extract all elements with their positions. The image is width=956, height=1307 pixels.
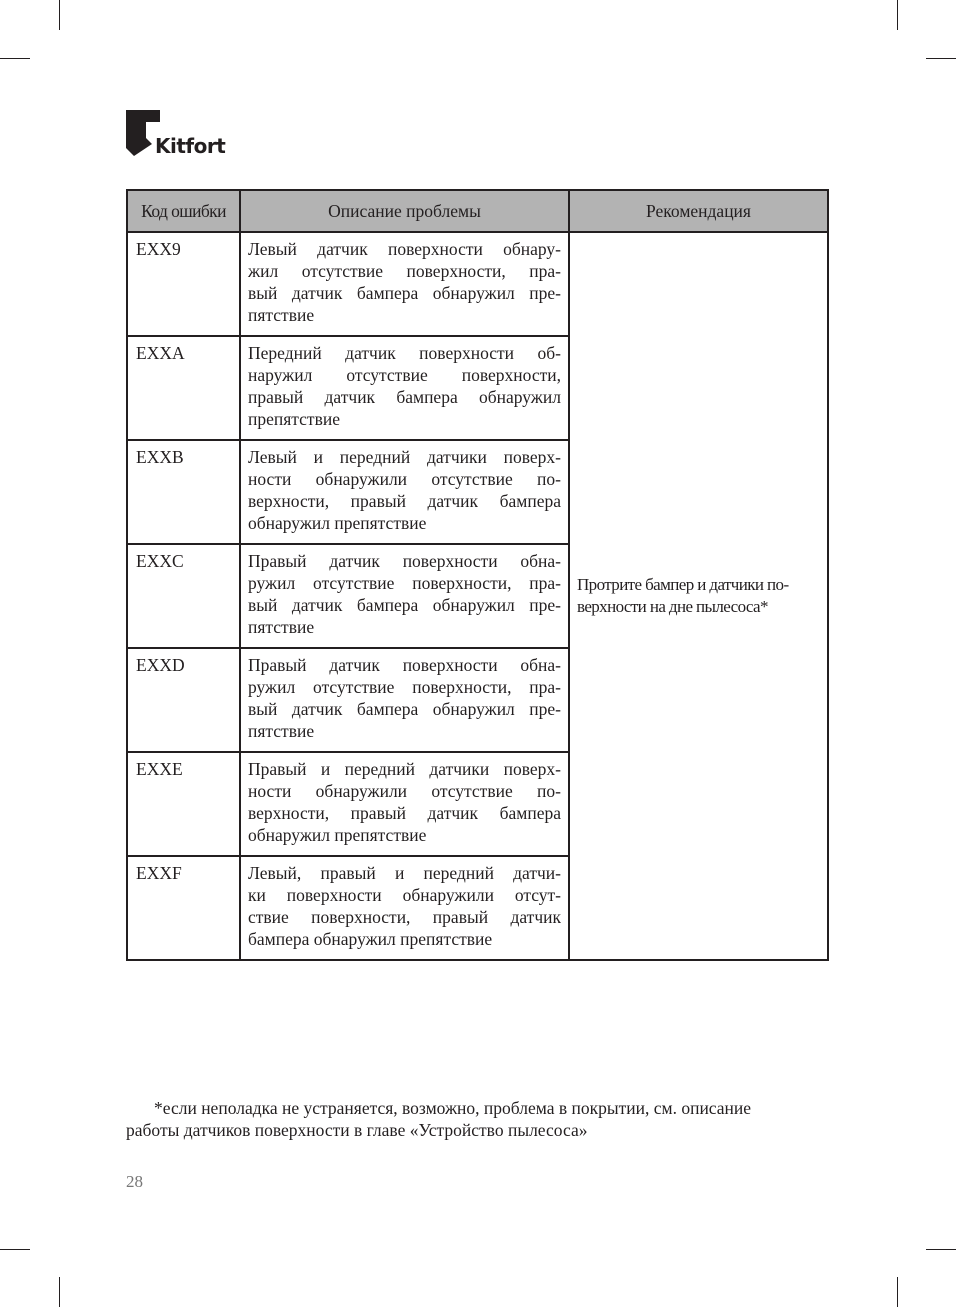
description-line: жил отсутствие поверхности, пра-	[248, 261, 561, 281]
description-line: Правый датчик поверхности обна-	[248, 655, 561, 675]
description-line: пятствие	[248, 305, 315, 325]
problem-description	[240, 232, 569, 336]
logo-text: Kitfort	[155, 134, 226, 158]
footnote-line: работы датчиков поверхности в главе «Устройство пылесоса»	[126, 1120, 588, 1140]
error-code: EXX9	[127, 232, 240, 336]
description-line: Правый датчик поверхности обна-	[248, 551, 561, 571]
error-table	[126, 189, 829, 961]
description-line: пятствие	[248, 617, 315, 637]
footnote	[126, 1097, 830, 1141]
crop-mark	[0, 1249, 30, 1250]
error-code: EXXB	[127, 440, 240, 544]
description-line: бампера обнаружил препятствие	[248, 929, 493, 949]
table-row	[127, 232, 828, 336]
description-line: ружил отсутствие поверхности, пра-	[248, 573, 561, 593]
crop-mark	[59, 0, 60, 30]
crop-mark	[897, 0, 898, 30]
description-line: вый датчик бампера обнаружил пре-	[248, 595, 561, 615]
error-code: EXXD	[127, 648, 240, 752]
error-code: EXXA	[127, 336, 240, 440]
description-line: Левый датчик поверхности обнару-	[248, 239, 561, 259]
recommendation	[569, 232, 828, 960]
description-line: Правый и передний датчики поверх-	[248, 759, 561, 779]
description-line: ности обнаружили отсутствие по-	[248, 781, 561, 801]
error-code: EXXE	[127, 752, 240, 856]
crop-mark	[59, 1277, 60, 1307]
footnote-line: *если неполадка не устраняется, возможно, проблема в покрытии, см. описание	[154, 1098, 752, 1118]
description-line: обнаружил препятствие	[248, 825, 427, 845]
recommendation-line: верхности на дне пылесоса*	[577, 597, 768, 616]
problem-description	[240, 336, 569, 440]
recommendation-line: Протрите бампер и датчики по-	[577, 575, 789, 594]
description-line: правый датчик бампера обнаружил	[248, 387, 561, 407]
error-code: EXXC	[127, 544, 240, 648]
header-code: Код ошибки	[127, 190, 240, 232]
error-code: EXXF	[127, 856, 240, 960]
description-line: ки поверхности обнаружили отсут-	[248, 885, 561, 905]
description-line: обнаружил препятствие	[248, 513, 427, 533]
description-line: верхности, правый датчик бампера	[248, 491, 561, 511]
description-line: препятствие	[248, 409, 340, 429]
problem-description	[240, 440, 569, 544]
crop-mark	[0, 58, 30, 59]
description-line: наружил отсутствие поверхности,	[248, 365, 561, 385]
description-line: пятствие	[248, 721, 315, 741]
description-line: Левый и передний датчики поверх-	[248, 447, 561, 467]
crop-mark	[926, 1249, 956, 1250]
header-description: Описание проблемы	[240, 190, 569, 232]
problem-description	[240, 648, 569, 752]
description-line: верхности, правый датчик бампера	[248, 803, 561, 823]
description-line: ствие поверхности, правый датчик	[248, 907, 561, 927]
page-number: 28	[126, 1172, 143, 1191]
problem-description	[240, 856, 569, 960]
description-line: вый датчик бампера обнаружил пре-	[248, 699, 561, 719]
crop-mark	[926, 58, 956, 59]
crop-mark	[897, 1277, 898, 1307]
description-line: вый датчик бампера обнаружил пре-	[248, 283, 561, 303]
problem-description	[240, 752, 569, 856]
description-line: ружил отсутствие поверхности, пра-	[248, 677, 561, 697]
description-line: Левый, правый и передний датчи-	[248, 863, 561, 883]
description-line: ности обнаружили отсутствие по-	[248, 469, 561, 489]
description-line: Передний датчик поверхности об-	[248, 343, 561, 363]
problem-description	[240, 544, 569, 648]
header-recommendation: Рекомендация	[569, 190, 828, 232]
